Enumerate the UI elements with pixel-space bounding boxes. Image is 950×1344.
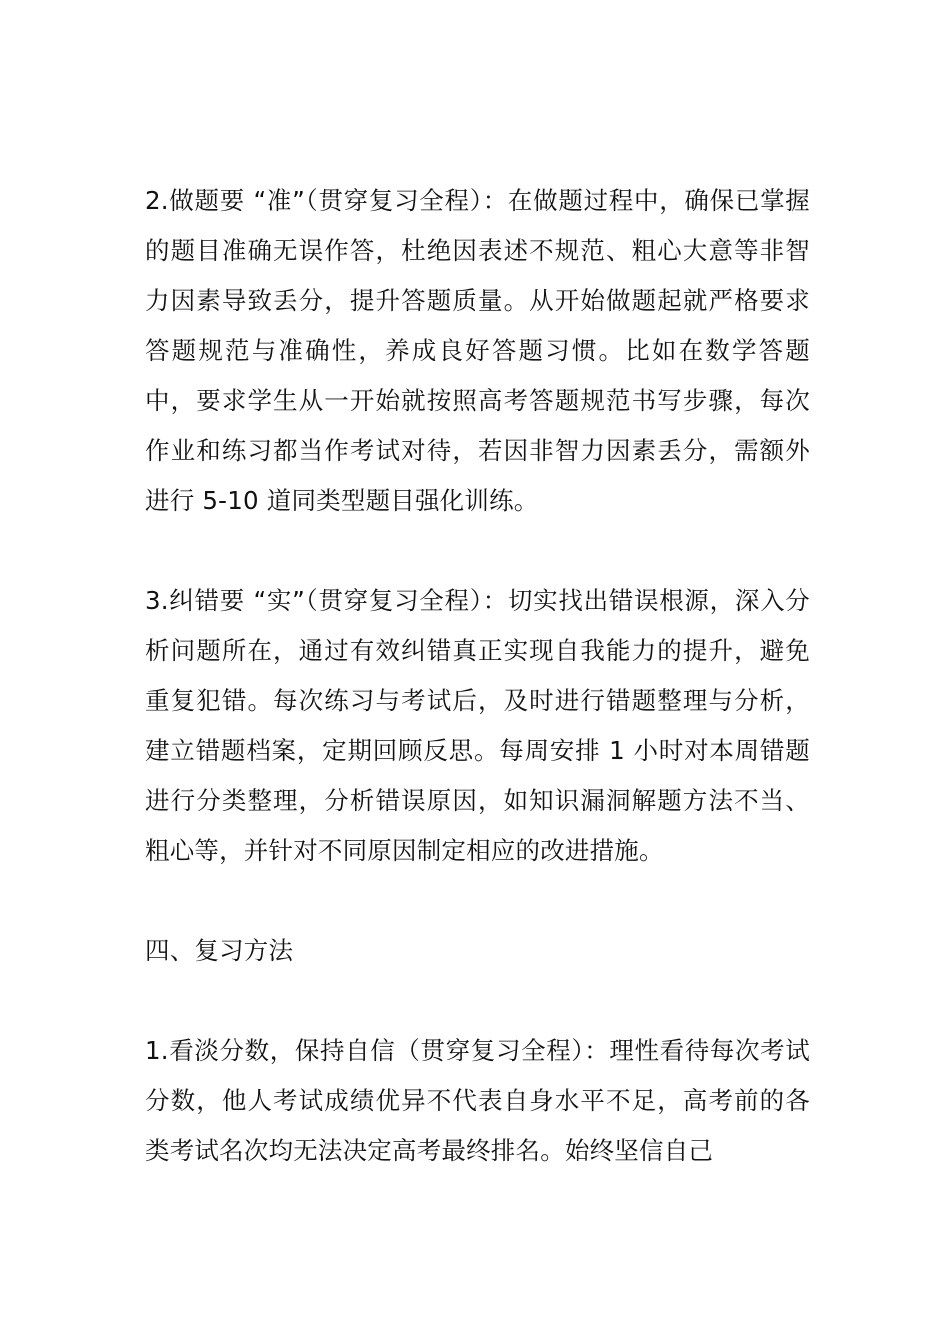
document-body bbox=[145, 176, 810, 1176]
section-heading-review-methods: 四、复习方法 bbox=[145, 936, 294, 965]
paragraph-error-correction: 3.纠错要 “实”（贯穿复习全程）：切实找出错误根源，深入分析问题所在，通过有效纠错真正实现自我能力的提升，避免重复犯错。每次练习与考试后，及时进行错题整理与分析，建立错题档案，定期回顾反思。每周安排 1 小时对本周错题进行分类整理，分析错误原因，如知识漏洞解题方法不当、粗心等，并针对不同原因制定相应的改进措施。 bbox=[145, 586, 810, 865]
paragraph-accuracy: 2.做题要 “准”（贯穿复习全程）：在做题过程中，确保已掌握的题目准确无误作答，杜绝因表述不规范、粗心大意等非智力因素导致丢分，提升答题质量。从开始做题起就严格要求答题规范与准确性，养成良好答题习惯。比如在数学答题中，要求学生从一开始就按照高考答题规范书写步骤，每次作业和练习都当作考试对待，若因非智力因素丢分，需额外进行 5-10 道同类型题目强化训练。 bbox=[145, 186, 810, 515]
paragraph-confidence: 1.看淡分数，保持自信（贯穿复习全程）：理性看待每次考试分数，他人考试成绩优异不代表自身水平不足，高考前的各类考试名次均无法决定高考最终排名。始终坚信自己 bbox=[145, 1036, 810, 1165]
